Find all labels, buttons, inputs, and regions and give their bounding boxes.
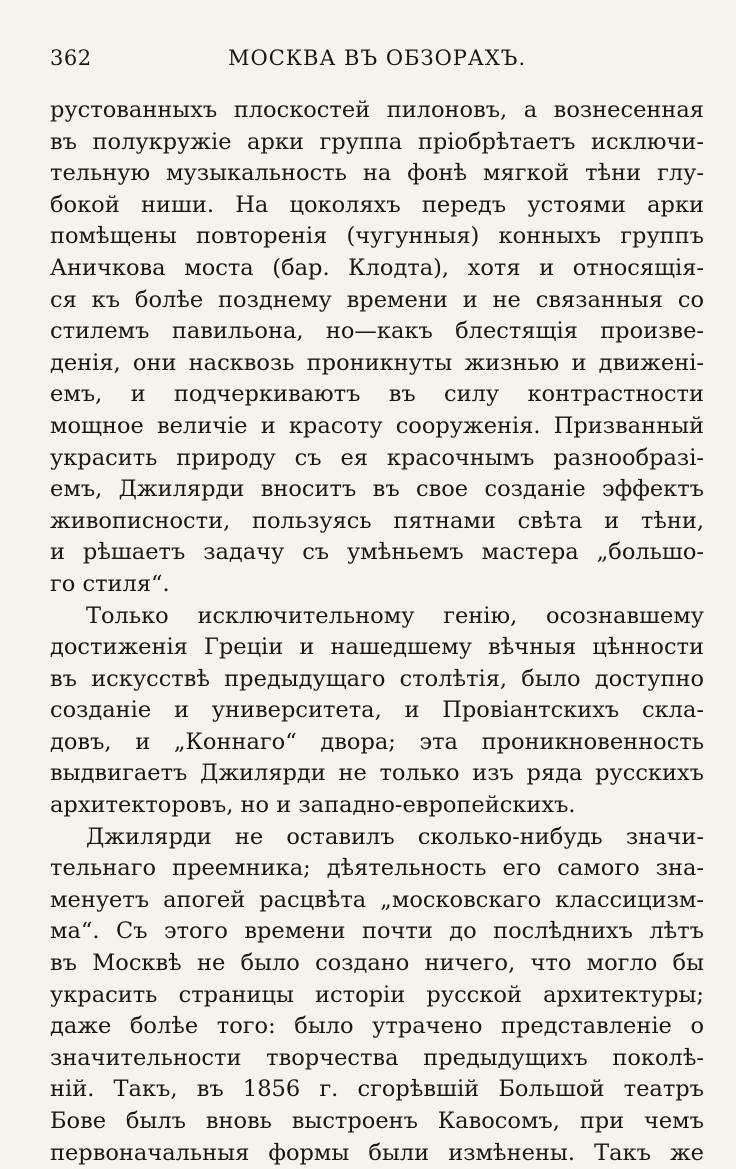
text-line: въ искусствѣ предыдущаго столѣтія, было доступно: [50, 665, 704, 692]
text-line: достиженія Греціи и нашедшему вѣчныя цѣнности: [50, 634, 704, 661]
text-line: менуетъ апогей расцвѣта „московскаго классицизм-: [50, 886, 704, 913]
text-line: ма“. Съ этого времени почти до послѣднихъ лѣтъ: [50, 918, 704, 945]
text-line: живописности, пользуясь пятнами свѣта и тѣни,: [50, 507, 704, 534]
text-line: значительности творчества предыдущихъ поколѣ-: [50, 1044, 704, 1071]
text-line: го стиля“.: [50, 570, 170, 597]
text-line: емъ, и подчеркиваютъ въ силу контрастности: [50, 381, 704, 408]
text-line: выдвигаетъ Джилярди не только изъ ряда русскихъ: [50, 760, 704, 787]
text-line: украсить природу съ ея красочнымъ разнообразі-: [50, 444, 704, 471]
page-header: [50, 46, 690, 76]
paragraph-2: [50, 601, 704, 822]
paragraph-3: [50, 822, 704, 1169]
body-text: [50, 95, 704, 1169]
text-line: емъ, Джилярди вноситъ въ свое созданіе эффектъ: [50, 476, 704, 503]
text-line: Бове былъ вновь выстроенъ Кавосомъ, при чемъ: [50, 1108, 704, 1134]
text-line: архитекторовъ, но и западно-европейскихъ.: [50, 792, 576, 819]
text-line: созданіе и университета, и Провіантскихъ скла-: [50, 697, 704, 724]
text-line: бокой ниши. На цоколяхъ передъ устоями арки: [50, 191, 704, 218]
text-line: денія, они насквозь проникнуты жизнью и движені-: [50, 349, 704, 376]
text-line: и рѣшаетъ задачу съ умѣньемъ мастера „большо-: [50, 539, 704, 566]
text-line: первоначальныя формы были измѣнены. Такъ же: [50, 1139, 704, 1166]
text-line: Только исключительному генію, осознавшему: [86, 602, 704, 629]
text-line: тельную музыкальность на фонѣ мягкой тѣни глу-: [50, 160, 704, 187]
text-line: стилемъ павильона, но—какъ блестящія произве-: [50, 318, 704, 345]
paragraph-1: [50, 95, 704, 601]
text-line: довъ, и „Коннаго“ двора; эта проникновенность: [50, 728, 704, 755]
running-title: МОСКВА ВЪ ОБЗОРАХЪ.: [228, 46, 527, 70]
text-line: тельнаго преемника; дѣятельность его самого зна-: [50, 855, 704, 882]
text-line: Джилярди не оставилъ сколько-нибудь значи-: [86, 823, 704, 850]
text-line: украсить страницы исторіи русской архитектуры;: [50, 981, 704, 1008]
text-line: рустованныхъ плоскостей пилоновъ, а вознесенная: [50, 97, 704, 123]
text-line: ся къ болѣе позднему времени и не связанныя со: [50, 286, 704, 313]
text-line: мощное величіе и красоту сооруженія. Призванный: [50, 412, 704, 439]
text-line: Аничкова моста (бар. Клодта), хотя и относящія-: [50, 254, 704, 281]
text-line: въ Москвѣ не было создано ничего, что могло бы: [50, 950, 704, 977]
text-line: въ полукружіе арки группа пріобрѣтаетъ исключи-: [50, 128, 704, 155]
page-number: 362: [50, 46, 92, 70]
text-line: даже болѣе того: было утрачено представленіе о: [50, 1013, 704, 1040]
text-line: помѣщены повторенія (чугунныя) конныхъ группъ: [50, 223, 704, 250]
text-line: ній. Такъ, въ 1856 г. сгорѣвшій Большой театръ: [50, 1076, 704, 1103]
